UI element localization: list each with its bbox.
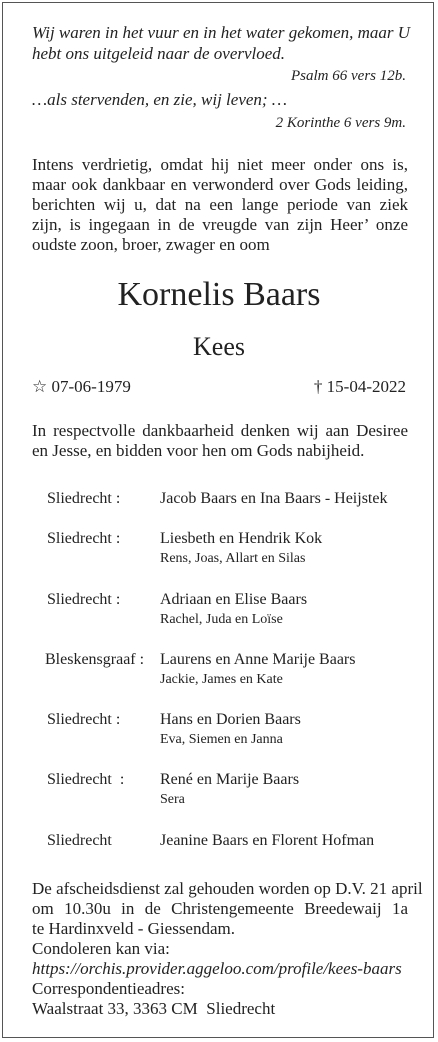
death-date: † 15-04-2022 <box>313 377 406 396</box>
family-place: Sliedrecht <box>47 832 112 849</box>
family-place: Sliedrecht : <box>47 490 121 507</box>
address-label: Correspondentieadres: <box>32 979 185 998</box>
quote-line: …als stervenden, en zie, wij leven; … <box>32 90 287 109</box>
family-children: Sera <box>160 792 185 807</box>
condolence-link[interactable]: https://orchis.provider.aggeloo.com/profile/kees-baars <box>32 959 402 978</box>
service-line: om 10.30u in de Christengemeente Breedewaij 1a <box>32 899 408 918</box>
remembrance-line: In respectvolle dankbaarheid denken wij aan Desiree <box>32 421 408 440</box>
address: Waalstraat 33, 3363 CM Sliedrecht <box>32 999 276 1018</box>
birth-date: ☆ 07-06-1979 <box>32 377 131 396</box>
announcement-line: Intens verdrietig, omdat hij niet meer onder ons is, <box>32 155 408 174</box>
family-place: Sliedrecht : <box>47 530 121 547</box>
service-line: te Hardinxveld - Giessendam. <box>32 919 235 938</box>
quote-reference: Psalm 66 vers 12b. <box>291 68 406 84</box>
quote-reference: 2 Korinthe 6 vers 9m. <box>275 115 406 131</box>
family-names: Jacob Baars en Ina Baars - Heijstek <box>160 490 388 507</box>
family-children: Rachel, Juda en Loïse <box>160 612 283 627</box>
family-names: Jeanine Baars en Florent Hofman <box>160 832 375 849</box>
family-names: René en Marije Baars <box>160 771 300 788</box>
service-line: De afscheidsdienst zal gehouden worden op D.V. 21 april <box>32 879 423 898</box>
quote-line: Wij waren in het vuur en in het water gekomen, maar U <box>32 23 411 42</box>
remembrance-line: en Jesse, en bidden voor hen om Gods nabijheid. <box>32 441 365 460</box>
family-children: Eva, Siemen en Janna <box>160 732 283 747</box>
deceased-name: Kornelis Baars <box>117 276 321 313</box>
family-children: Rens, Joas, Allart en Silas <box>160 551 306 566</box>
family-place: Bleskensgraaf : <box>45 651 145 668</box>
deceased-nickname: Kees <box>193 332 245 361</box>
announcement-line: oudste zoon, broer, zwager en oom <box>32 235 270 254</box>
announcement-line: maar ook dankbaar en verwonderd over Gods leiding, <box>32 175 408 194</box>
announcement-line: berichten wij u, dat na een lange periode van ziek <box>32 195 408 214</box>
family-place: Sliedrecht : <box>47 591 121 608</box>
family-names: Laurens en Anne Marije Baars <box>160 651 356 668</box>
family-place: Sliedrecht : <box>47 771 125 788</box>
family-place: Sliedrecht : <box>47 711 121 728</box>
family-children: Jackie, James en Kate <box>160 672 283 687</box>
family-names: Adriaan en Elise Baars <box>160 591 308 608</box>
family-names: Hans en Dorien Baars <box>160 711 301 728</box>
announcement-line: zijn, is ingegaan in de vreugde van zijn Heer’ onze <box>32 215 408 234</box>
condolence-label: Condoleren kan via: <box>32 939 170 958</box>
quote-line: hebt ons uitgeleid naar de overvloed. <box>32 44 286 63</box>
family-names: Liesbeth en Hendrik Kok <box>160 530 323 547</box>
